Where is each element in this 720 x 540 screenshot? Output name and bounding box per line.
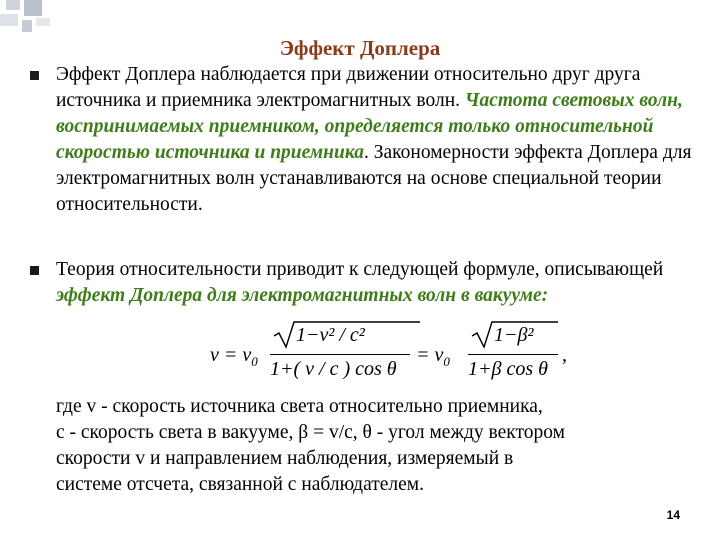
bullet-icon (30, 266, 39, 275)
numerator-2: 1−β² (494, 324, 534, 346)
slide-title: Эффект Доплера (279, 36, 441, 60)
denominator-1: 1+( v / c ) cos θ (270, 358, 397, 380)
bullet-icon (30, 71, 39, 80)
intro-highlight: Частота световых волн, воспринимаемых приемником, определяется только относительной скоростью источника и приемника (56, 90, 683, 163)
fraction-line-1 (270, 354, 410, 355)
doppler-formula (210, 320, 590, 390)
paragraph-explanation (56, 394, 706, 498)
page-number: 14 (666, 508, 680, 522)
paragraph-relativity-formula (56, 257, 696, 309)
paragraph-doppler-intro (56, 62, 696, 218)
explanation-line: c - скорость света в вакууме, β = v/c, θ - угол между вектором (56, 422, 565, 443)
formula-intro-text: Теория относительности приводит к следующей формуле, описывающей (56, 259, 664, 280)
explanation-line: системе отсчета, связанной с наблюдателем. (56, 474, 425, 495)
numerator-1: 1−v² / c² (296, 324, 365, 346)
formula-comma: , (562, 344, 567, 366)
fraction-line-2 (468, 354, 558, 355)
intro-text-continued: . Закономерности эффекта Доплера для электромагнитных волн устанавливаются на основе специальной теории относительности. (56, 142, 692, 215)
denominator-2: 1+β cos θ (468, 358, 548, 380)
explanation-line: скорости v и направлением наблюдения, измеряемый в (56, 448, 514, 469)
corner-decoration (0, 0, 60, 40)
formula-lhs: $v = v_0$ (210, 344, 258, 369)
formula-equals: = $v_0$ (416, 344, 450, 369)
intro-text: Эффект Доплера наблюдается при движении относительно друг друга источника и приемника электромагнитных волн. (56, 64, 641, 111)
formula-intro-highlight: эффект Доплера для электромагнитных волн в вакууме: (56, 285, 549, 306)
explanation-line: где v - скорость источника света относительно приемника, (56, 396, 543, 417)
formula-subscript: 0 (251, 354, 258, 369)
